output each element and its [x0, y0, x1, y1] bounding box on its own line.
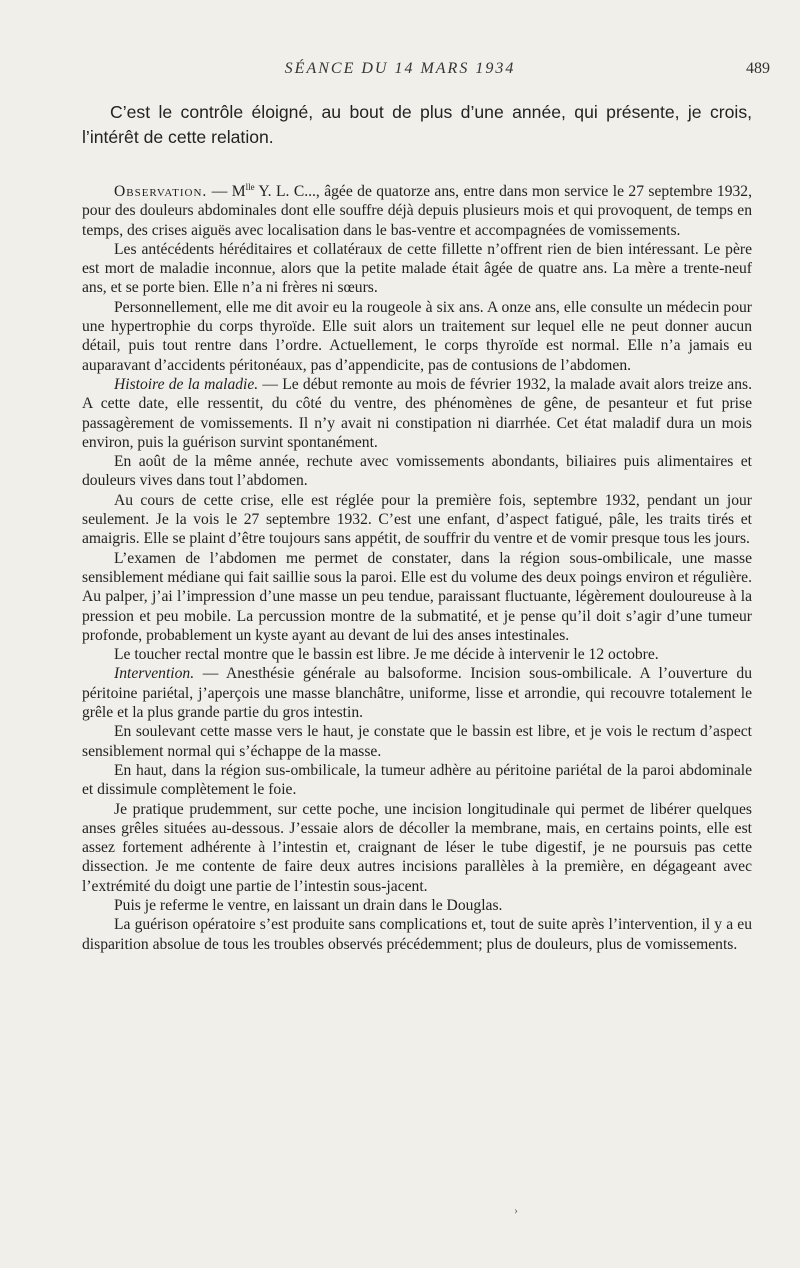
- disease-history-text: — Le début remonte au mois de février 1932, la malade avait alors treize ans. A cette date, elle ressentit, du côté du ventre, des phénomènes de gêne, de pesanteur et fut prise passagèrement de vomissements. Il n’y avait ni constipation ni diarrhée. Cet état maladif dura un mois environ, puis la guérison survint spontanément.: [82, 375, 752, 451]
- recovery-paragraph: La guérison opératoire s’est produite sans complications et, tout de suite après l’intervention, il y a eu disparition absolue de tous les troubles observés précédemment; plus de douleurs, plus de vomissements.: [82, 916, 752, 953]
- disease-history-paragraph: [82, 375, 752, 452]
- lifting-paragraph: En soulevant cette masse vers le haut, je constate que le bassin est libre, et je vois le rectum d’aspect sensiblement normal qui s’échappe de la masse.: [82, 723, 752, 760]
- running-title: SÉANCE DU 14 MARS 1934: [284, 60, 516, 77]
- intervention-text: — Anesthésie générale au balsoforme. Incision sous-ombilicale. A l’ouverture du péritoine pariétal, j’aperçois une masse blanchâtre, uniforme, lisse et arrondie, qui recouvre totalement le grêle et la plus grande partie du gros intestin.: [82, 665, 752, 722]
- page-number: 489: [746, 60, 770, 77]
- intervention-label: Intervention.: [114, 665, 195, 683]
- antecedents-paragraph: Les antécédents héréditaires et collatéraux de cette fillette n’offrent rien de bien intéressant. Le père est mort de maladie inconnue, alors que la petite malade était âgée de quatre ans. La mère a trente-neuf ans, et se porte bien. Elle n’a ni frères ni sœurs.: [82, 240, 752, 297]
- observation-dash: — M: [207, 183, 246, 200]
- upper-region-paragraph: En haut, dans la région sus-ombilicale, la tumeur adhère au péritoine pariétal de la paroi abdominale et dissimule complètement le foie.: [82, 761, 752, 799]
- disease-history-label: Histoire de la maladie.: [114, 375, 259, 393]
- august-relapse-paragraph: En août de la même année, rechute avec vomissements abondants, biliaires puis alimentaires et douleurs vives dans tout l’abdomen.: [82, 453, 752, 490]
- observation-superscript: lle: [245, 181, 255, 192]
- personal-history-paragraph: Personnellement, elle me dit avoir eu la rougeole à six ans. A onze ans, elle consulte un médecin pour une hypertrophie du corps thyroïde. Elle suit alors un traitement sur lequel elle ne peut donner aucun détail, puis tout rentre dans l’ordre. Actuellement, le corps thyroïde est normal. Elle n’a jamais eu auparavant d’accidents péritonéaux, pas d’appendicite, pas de contusions de l’abdomen.: [82, 298, 752, 374]
- footer-mark: ›: [514, 1203, 518, 1217]
- intro-paragraph: C’est le contrôle éloigné, au bout de plus d’une année, qui présente, je crois, l’intérêt de cette relation.: [82, 102, 752, 147]
- closure-paragraph: Puis je referme le ventre, en laissant un drain dans le Douglas.: [114, 896, 503, 914]
- incision-paragraph: Je pratique prudemment, sur cette poche, une incision longitudinale qui permet de libérer quelques anses grêles situées au-dessous. J’essaie alors de décoller la membrane, mais, en certains points, elle est assez fortement adhérente à l’intestin et, craignant de léser le tube digestif, je ne poursuis pas cette dissection. Je me contente de faire deux autres incisions parallèles à la première, en dégageant avec l’extrémité du doigt une partie de l’intestin sous-jacent.: [82, 800, 752, 895]
- observation-label: Observation.: [114, 183, 208, 200]
- crisis-paragraph: Au cours de cette crise, elle est réglée pour la première fois, septembre 1932, pendant un jour seulement. Je la vois le 27 septembre 1932. C’est une enfant, d’aspect fatigué, pâle, les traits tirés et amaigris. Elle se plaint d’être toujours sans appétit, de souffrir du ventre et de vomir presque tous les jours.: [82, 491, 752, 548]
- page-header: [0, 60, 800, 84]
- observation-text: Y. L. C..., âgée de quatorze ans, entre dans mon service le 27 septembre 1932, pour des douleurs abdominales dont elle souffre déjà depuis plusieurs mois et qui provoquent, de temps en temps, des crises aiguës avec localisation dans le bas-ventre et accompagnées de vomissements.: [82, 183, 752, 239]
- rectal-exam-paragraph: Le toucher rectal montre que le bassin est libre. Je me décide à intervenir le 12 octobre.: [114, 646, 659, 664]
- exam-paragraph: L’examen de l’abdomen me permet de constater, dans la région sous-ombilicale, une masse sensiblement médiane qui fait saillie sous la paroi. Elle est du volume des deux poings environ et régulière. Au palper, j’ai l’impression d’une masse un peu tendue, paraissant fluctuante, légèrement douloureuse à la pression et peu mobile. La percussion montre de la submatité, et je pense qu’il doit s’agir d’une tumeur profonde, probablement un kyste ayant au devant de lui des anses intestinales.: [82, 549, 752, 644]
- body-text: [82, 182, 752, 954]
- intervention-paragraph: [82, 664, 752, 722]
- observation-paragraph: [82, 182, 752, 240]
